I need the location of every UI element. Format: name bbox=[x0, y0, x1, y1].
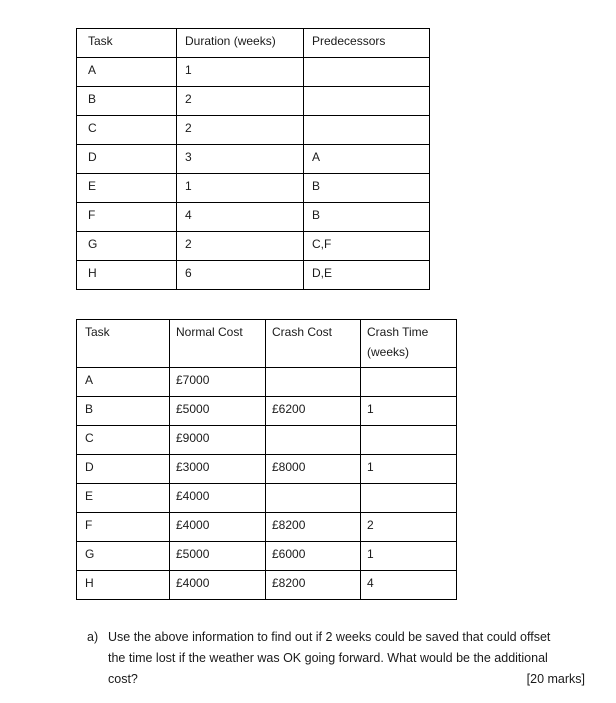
header-cell: Crash Time (weeks) bbox=[361, 320, 457, 368]
table-row bbox=[77, 455, 457, 484]
table-cell: F bbox=[77, 203, 177, 232]
table-cell: D bbox=[77, 145, 177, 174]
table-cell: H bbox=[77, 261, 177, 290]
table-row bbox=[77, 174, 430, 203]
table-cell: £8200 bbox=[266, 571, 361, 600]
table-cell: £8000 bbox=[266, 455, 361, 484]
table-cell: F bbox=[77, 513, 170, 542]
table-cell: D bbox=[77, 455, 170, 484]
table-row bbox=[77, 203, 430, 232]
table-cell bbox=[304, 87, 430, 116]
table-cell: H bbox=[77, 571, 170, 600]
question-line: the time lost if the weather was OK going forward. What would be the additional bbox=[108, 651, 548, 665]
table-cell: E bbox=[77, 174, 177, 203]
table-cell: 4 bbox=[361, 571, 457, 600]
header-cell: Duration (weeks) bbox=[177, 29, 304, 58]
table-cell: E bbox=[77, 484, 170, 513]
table-row bbox=[77, 145, 430, 174]
table-header-row bbox=[77, 320, 457, 368]
table-row bbox=[77, 58, 430, 87]
table-cell: A bbox=[304, 145, 430, 174]
table-row bbox=[77, 368, 457, 397]
table-cell: B bbox=[304, 203, 430, 232]
task-duration-table bbox=[76, 28, 430, 290]
question-line: Use the above information to find out if 2 weeks could be saved that could offset bbox=[108, 630, 551, 644]
table-cell: 2 bbox=[177, 87, 304, 116]
header-cell: Task bbox=[77, 29, 177, 58]
table-cell: 2 bbox=[177, 116, 304, 145]
table-cell: B bbox=[77, 87, 177, 116]
table-cell: £9000 bbox=[170, 426, 266, 455]
header-cell: Normal Cost bbox=[170, 320, 266, 368]
table-cell: £4000 bbox=[170, 484, 266, 513]
table-cell: 1 bbox=[177, 174, 304, 203]
table-cell: A bbox=[77, 58, 177, 87]
table-cell: £6200 bbox=[266, 397, 361, 426]
table-cell: G bbox=[77, 232, 177, 261]
table-cell bbox=[266, 426, 361, 455]
question-line: cost? bbox=[108, 672, 138, 686]
header-cell: Predecessors bbox=[304, 29, 430, 58]
table-cell: C bbox=[77, 116, 177, 145]
table-cell: £5000 bbox=[170, 542, 266, 571]
table-row bbox=[77, 542, 457, 571]
table-cell: £4000 bbox=[170, 513, 266, 542]
table-cell: G bbox=[77, 542, 170, 571]
question-text bbox=[108, 627, 587, 690]
table-cell bbox=[304, 58, 430, 87]
table-cell: 1 bbox=[361, 542, 457, 571]
table-cell bbox=[361, 368, 457, 397]
table-cell: £8200 bbox=[266, 513, 361, 542]
table-row bbox=[77, 426, 457, 455]
task-cost-table bbox=[76, 319, 457, 600]
table-cell bbox=[304, 116, 430, 145]
table-row bbox=[77, 232, 430, 261]
table-cell: 6 bbox=[177, 261, 304, 290]
table-cell: A bbox=[77, 368, 170, 397]
table-cell: B bbox=[304, 174, 430, 203]
table-cell: C bbox=[77, 426, 170, 455]
table-row bbox=[77, 513, 457, 542]
marks-label: [20 marks] bbox=[526, 672, 585, 686]
table-row bbox=[77, 261, 430, 290]
table-cell: 2 bbox=[361, 513, 457, 542]
table-cell: £6000 bbox=[266, 542, 361, 571]
table-cell bbox=[361, 484, 457, 513]
table-cell: 2 bbox=[177, 232, 304, 261]
table-cell: £5000 bbox=[170, 397, 266, 426]
table-row bbox=[77, 571, 457, 600]
table-cell bbox=[266, 484, 361, 513]
table-cell: B bbox=[77, 397, 170, 426]
table-cell: £7000 bbox=[170, 368, 266, 397]
table-cell: C,F bbox=[304, 232, 430, 261]
table-row bbox=[77, 484, 457, 513]
question-label: a) bbox=[87, 630, 99, 644]
table-row bbox=[77, 87, 430, 116]
table-cell: 1 bbox=[361, 455, 457, 484]
table-row bbox=[77, 397, 457, 426]
table-cell bbox=[361, 426, 457, 455]
header-cell: Crash Cost bbox=[266, 320, 361, 368]
table-cell: £4000 bbox=[170, 571, 266, 600]
table-cell: D,E bbox=[304, 261, 430, 290]
table-cell: 4 bbox=[177, 203, 304, 232]
table-header-row bbox=[77, 29, 430, 58]
question-block bbox=[87, 627, 587, 690]
table-cell bbox=[266, 368, 361, 397]
header-cell: Task bbox=[77, 320, 170, 368]
table-cell: £3000 bbox=[170, 455, 266, 484]
table-row bbox=[77, 116, 430, 145]
table-cell: 1 bbox=[177, 58, 304, 87]
table-cell: 1 bbox=[361, 397, 457, 426]
table-cell: 3 bbox=[177, 145, 304, 174]
